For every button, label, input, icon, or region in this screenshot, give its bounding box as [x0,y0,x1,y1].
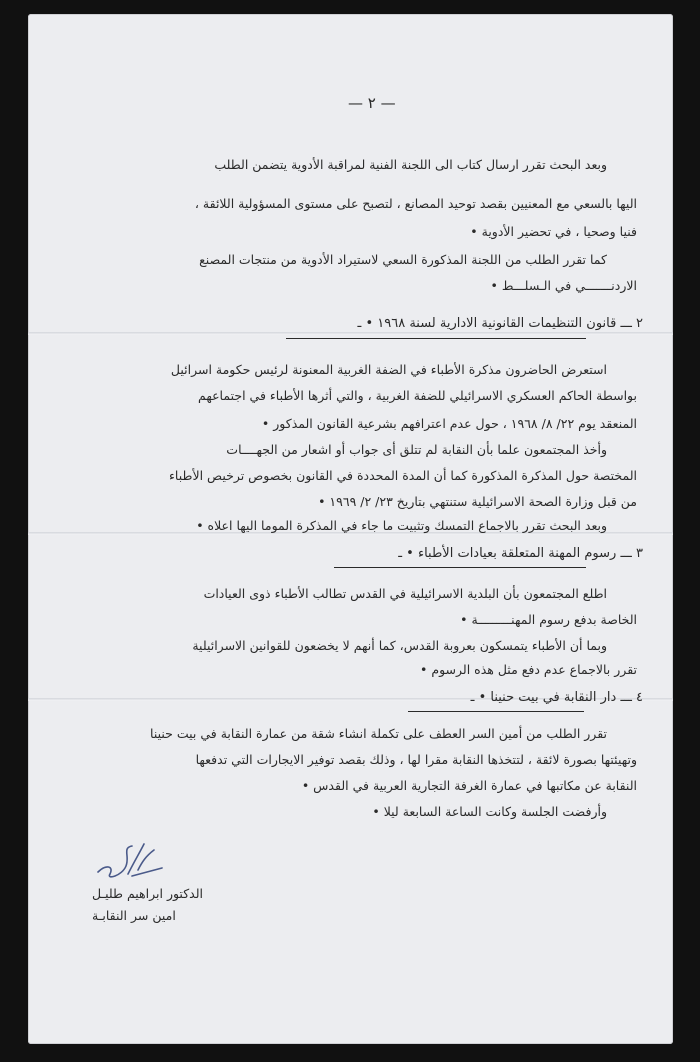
signatory-name: الدكتور ابراهيم طليـل [92,886,203,901]
paragraph-line: فنيا وصحيا ، في تحضير الأدوية • [470,224,637,239]
section-heading: ٤ ـــ دار النقابة في بيت حنينا • ـ [470,690,643,705]
signatory-title: امين سر النقابـة [92,908,176,923]
paragraph-line: كما تقرر الطلب من اللجنة المذكورة السعي لاستيراد الأدوية من منتجات المصنع [199,252,607,267]
section-heading: ٢ ـــ قانون التنظيمات القانونية الادارية لسنة ١٩٦٨ • ـ [357,316,643,331]
paragraph-line: استعرض الحاضرون مذكرة الأطباء في الضفة الغربية المعنونة لرئيس حكومة اسرائيل [170,362,607,377]
paragraph-line: الاردنـــــــي في الـسلـــط • [490,278,637,293]
handwritten-signature [92,836,172,884]
section-heading: ٣ ـــ رسوم المهنة المتعلقة بعيادات الأطباء • ـ [398,546,643,561]
paper-fold-line [28,332,673,335]
paragraph-line: تقرر الطلب من أمين السر العطف على تكملة انشاء شقة من عمارة النقابة في بيت حنينا [150,726,607,741]
paragraph-line: بواسطة الحاكم العسكري الاسرائيلي للضفة الغربية ، والتي أثرها الأطباء في اجتماعهم [198,388,637,403]
paragraph-line: من قبل وزارة الصحة الاسرائيلية ستنتهي بتاريخ ٢٣/ ٢/ ١٩٦٩ • [318,494,637,509]
paragraph-line: وأرفضت الجلسة وكانت الساعة السابعة ليلا • [372,804,607,819]
paragraph-line: وبعد البحث تقرر بالاجماع التمسك وتثبيت ما جاء في المذكرة الموما اليها اعلاه • [196,518,607,533]
paragraph-line: وبعد البحث تقرر ارسال كتاب الى اللجنة الفنية لمراقبة الأدوية يتضمن الطلب [214,157,607,172]
paragraph-line: اليها بالسعي مع المعنيين بقصد توحيد المصانع ، لتصبح على مستوى المسؤولية اللائقة ، [194,196,637,211]
paragraph-line: النقابة عن مكاتبها في عمارة الغرفة التجارية العربية في القدس • [301,778,637,793]
heading-underline [286,338,586,339]
paragraph-line: المختصة حول المذكرة المذكورة كما أن المدة المحددة في القانون بخصوص ترخيص الأطباء [169,468,637,483]
page-number: — ٢ — [348,94,396,112]
paragraph-line: المنعقد يوم ٢٢/ ٨/ ١٩٦٨ ، حول عدم اعترافهم بشرعية القانون المذكور • [261,416,637,431]
paragraph-line: تقرر بالاجماع عدم دفع مثل هذه الرسوم • [420,662,637,677]
document-page [28,14,673,1044]
paragraph-line: اطلع المجتمعون بأن البلدية الاسرائيلية في القدس تطالب الأطباء ذوى العيادات [203,586,607,601]
heading-underline [334,567,586,568]
paragraph-line: وتهيئتها بصورة لائقة ، لتتخذها النقابة مقرا لها ، وذلك بقصد توفير الايجارات التي تدفعها [195,752,637,767]
paragraph-line: وبما أن الأطباء يتمسكون بعروبة القدس، كما أنهم لا يخضعون للقوانين الاسرائيلية [192,638,607,653]
paragraph-line: الخاصة بدفع رسوم المهنـــــــــة • [460,612,637,627]
heading-underline [408,711,584,712]
paragraph-line: وأخذ المجتمعون علما بأن النقابة لم تتلق أى جواب أو اشعار من الجهــــات [226,442,607,457]
